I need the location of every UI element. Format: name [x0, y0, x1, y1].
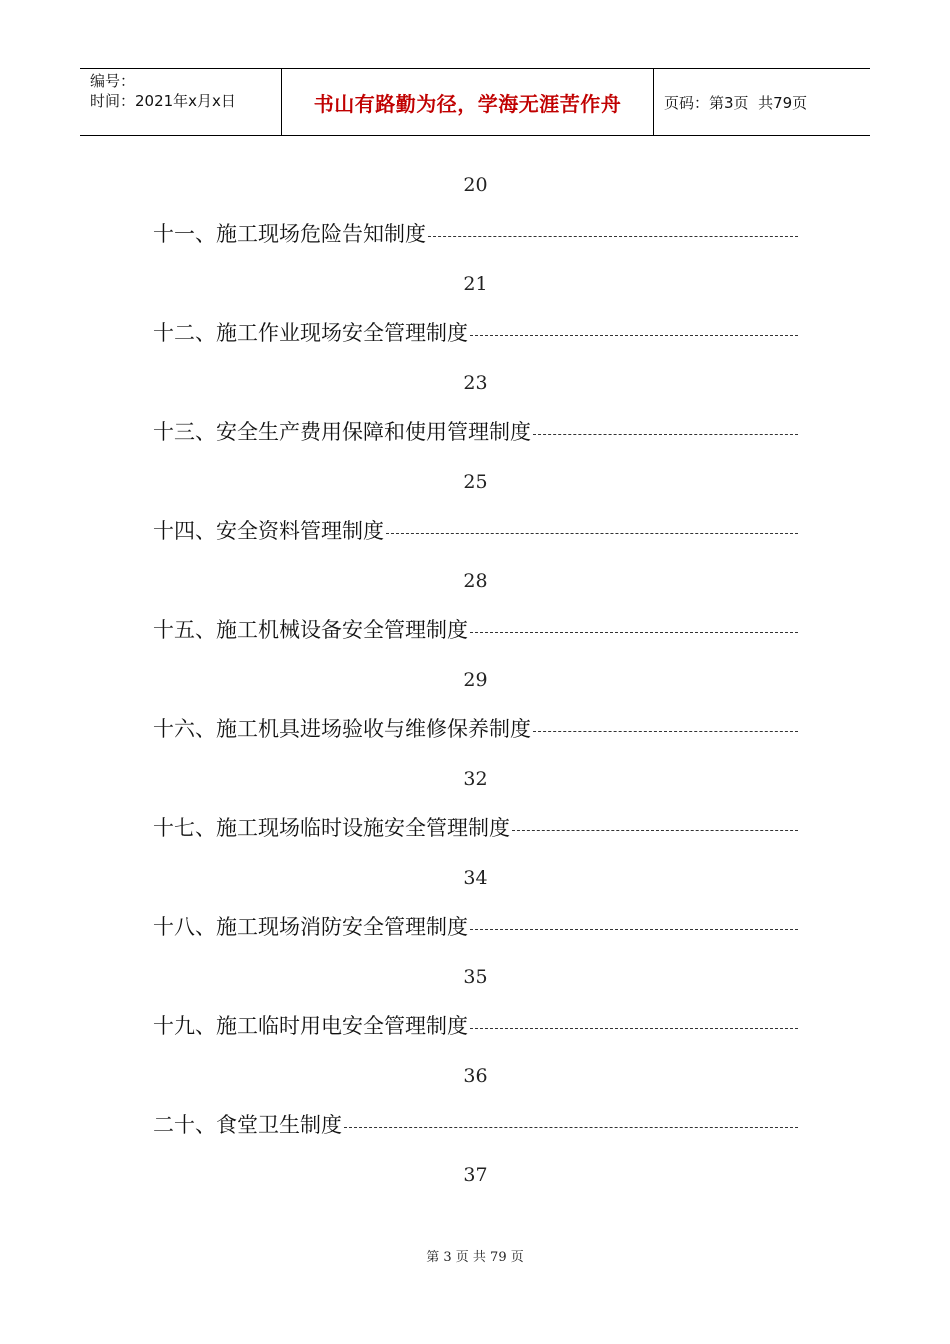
toc-page-number: 25 — [463, 471, 488, 493]
toc-dot-leader — [470, 929, 798, 930]
page-header — [80, 68, 870, 136]
toc-dot-leader — [512, 830, 798, 831]
toc-entry-title: 十四、安全资料管理制度 — [153, 519, 384, 543]
toc-dot-leader — [470, 632, 798, 633]
toc-entry-title: 十六、施工机具进场验收与维修保养制度 — [153, 717, 531, 741]
toc-entry[interactable] — [153, 600, 798, 661]
toc-page-number: 35 — [463, 966, 488, 988]
toc-dot-leader — [344, 1127, 798, 1128]
toc-dot-leader — [386, 533, 798, 534]
toc-page-number: 29 — [463, 669, 488, 691]
toc-page-number: 28 — [463, 570, 488, 592]
header-meta — [80, 69, 282, 135]
header-motto: 书山有路勤为径，学海无涯苦作舟 — [313, 91, 622, 116]
toc-entry-title: 十三、安全生产费用保障和使用管理制度 — [153, 420, 531, 444]
toc-dot-leader — [470, 1028, 798, 1029]
toc-dot-leader — [533, 731, 798, 732]
table-of-contents — [153, 166, 798, 1194]
toc-page-number: 20 — [463, 174, 488, 196]
toc-entry-title: 十九、施工临时用电安全管理制度 — [153, 1014, 468, 1038]
toc-entry-title: 二十、食堂卫生制度 — [153, 1113, 342, 1137]
toc-entry[interactable] — [153, 996, 798, 1057]
toc-entry-title: 十一、施工现场危险告知制度 — [153, 222, 426, 246]
toc-page-number: 23 — [463, 372, 488, 394]
toc-entry-title: 十八、施工现场消防安全管理制度 — [153, 915, 468, 939]
toc-page-number: 36 — [463, 1065, 488, 1087]
toc-entry-title: 十七、施工现场临时设施安全管理制度 — [153, 816, 510, 840]
header-motto-cell — [282, 69, 654, 135]
header-page-indicator: 页码：第3页 共79页 — [664, 93, 808, 112]
toc-entry-title: 十二、施工作业现场安全管理制度 — [153, 321, 468, 345]
toc-entry[interactable] — [153, 303, 798, 364]
toc-dot-leader — [470, 335, 798, 336]
toc-entry[interactable] — [153, 204, 798, 265]
document-time-label: 时间：2021年x月x日 — [90, 92, 236, 110]
toc-entry[interactable] — [153, 897, 798, 958]
toc-entry-title: 十五、施工机械设备安全管理制度 — [153, 618, 468, 642]
toc-entry[interactable] — [153, 699, 798, 760]
toc-dot-leader — [533, 434, 798, 435]
toc-entry[interactable] — [153, 798, 798, 859]
document-number-label: 编号： — [90, 72, 136, 90]
toc-entry[interactable] — [153, 501, 798, 562]
toc-page-number: 37 — [463, 1164, 488, 1186]
toc-entry[interactable] — [153, 1095, 798, 1156]
page-footer — [0, 1246, 950, 1265]
footer-page-indicator: 第 3 页 共 79 页 — [426, 1250, 524, 1265]
toc-page-number: 34 — [463, 867, 488, 889]
toc-dot-leader — [428, 236, 798, 237]
toc-page-number: 21 — [463, 273, 488, 295]
toc-page-number: 32 — [463, 768, 488, 790]
toc-entry[interactable] — [153, 402, 798, 463]
header-page-cell — [654, 69, 870, 135]
